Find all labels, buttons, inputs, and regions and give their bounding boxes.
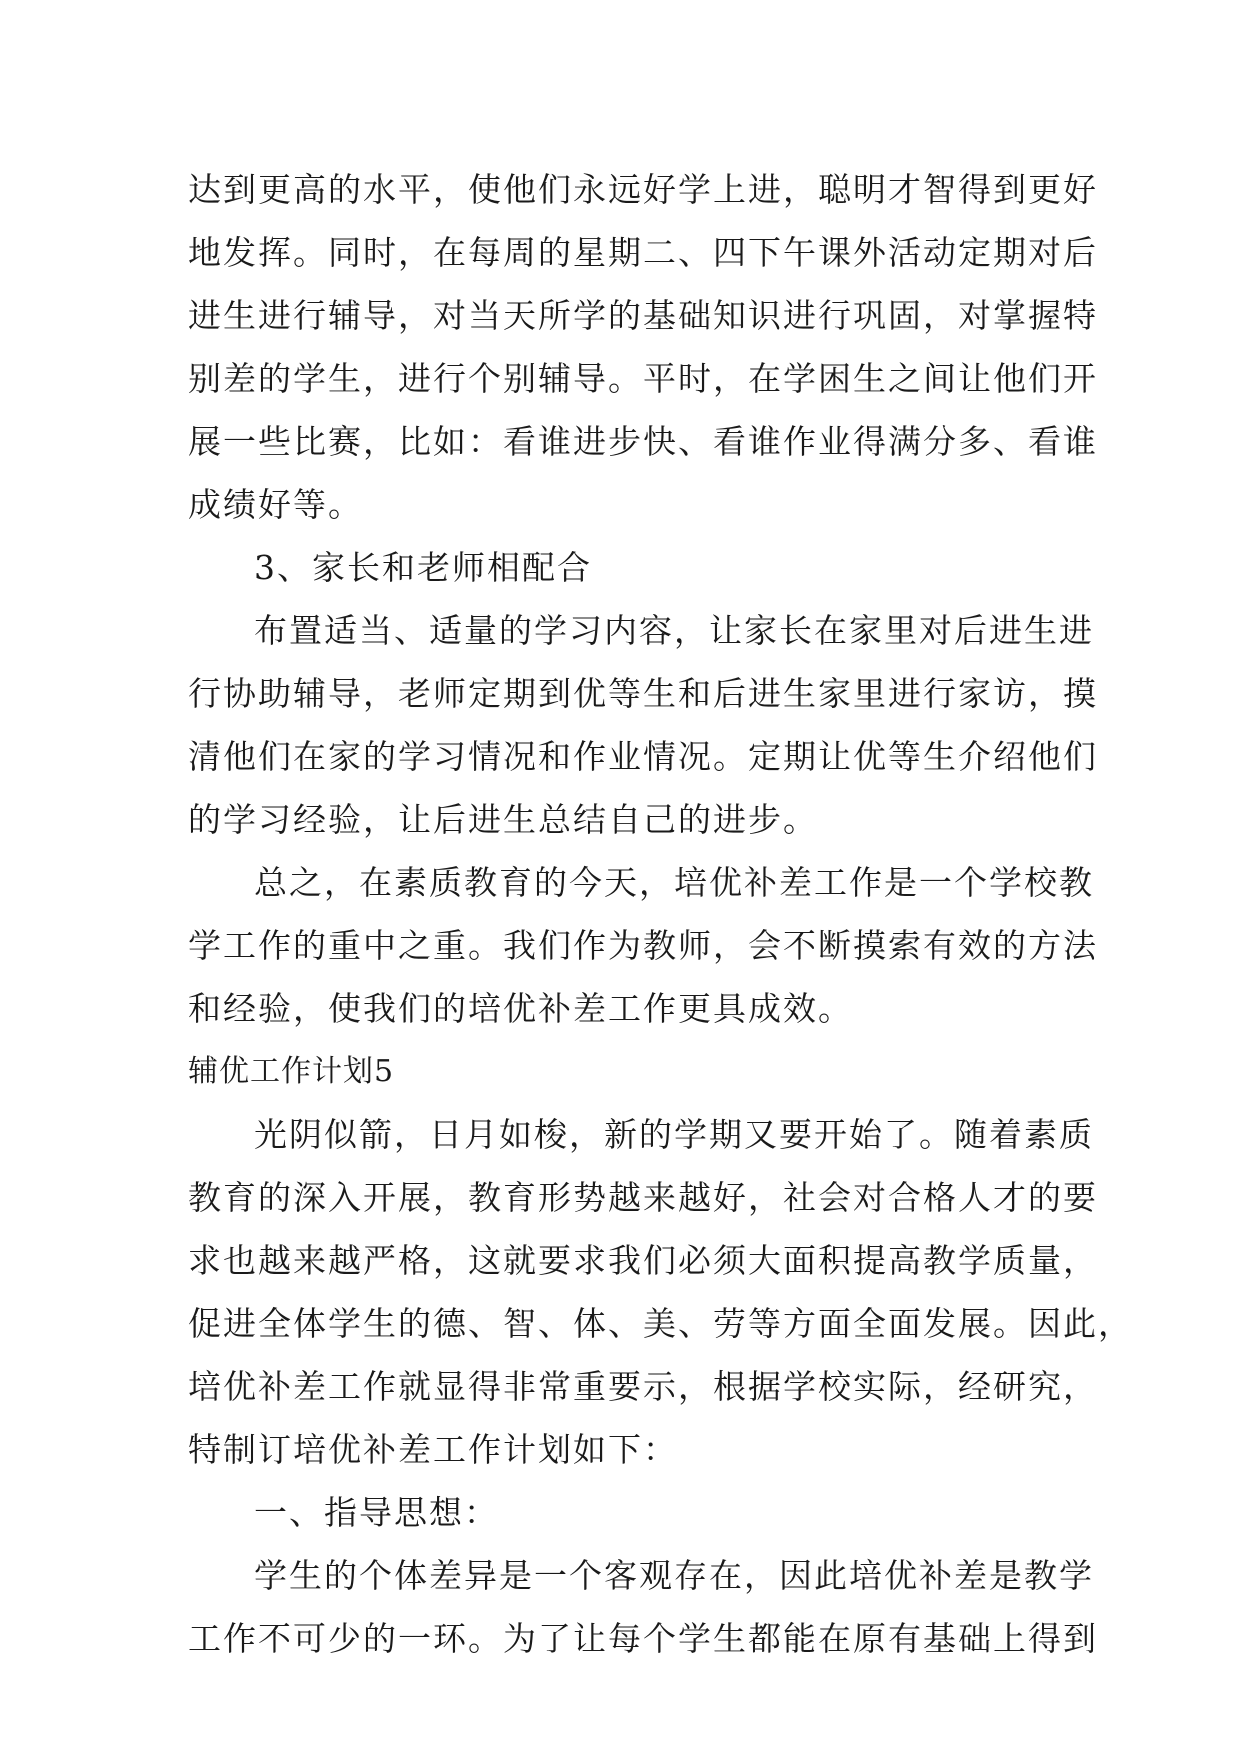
text-line: 的学习经验，让后进生总结自己的进步。	[188, 800, 818, 839]
text-line: 促进全体学生的德、智、体、美、劳等方面全面发展。因此，	[188, 1304, 1133, 1343]
text-line: 工作不可少的一环。为了让每个学生都能在原有基础上得到	[188, 1619, 1098, 1658]
text-line: 和经验，使我们的培优补差工作更具成效。	[188, 989, 853, 1028]
text-line: 清他们在家的学习情况和作业情况。定期让优等生介绍他们	[188, 737, 1098, 776]
section-heading: 辅优工作计划5	[188, 1054, 395, 1089]
section-subheading: 一、指导思想：	[254, 1493, 499, 1532]
text-line: 光阴似箭，日月如梭，新的学期又要开始了。随着素质	[254, 1115, 1094, 1154]
text-line: 学生的个体差异是一个客观存在，因此培优补差是教学	[254, 1556, 1094, 1595]
text-line: 别差的学生，进行个别辅导。平时，在学困生之间让他们开	[188, 359, 1098, 398]
text-line: 地发挥。同时，在每周的星期二、四下午课外活动定期对后	[188, 233, 1098, 272]
text-line: 成绩好等。	[188, 485, 363, 524]
section-subheading: 3、家长和老师相配合	[254, 548, 592, 587]
text-line: 学工作的重中之重。我们作为教师，会不断摸索有效的方法	[188, 926, 1098, 965]
text-line: 特制订培优补差工作计划如下：	[188, 1430, 678, 1469]
text-line: 行协助辅导，老师定期到优等生和后进生家里进行家访，摸	[188, 674, 1098, 713]
document-body	[188, 158, 1133, 1670]
text-line: 培优补差工作就显得非常重要示，根据学校实际，经研究，	[188, 1367, 1098, 1406]
text-line: 求也越来越严格，这就要求我们必须大面积提高教学质量，	[188, 1241, 1098, 1280]
text-line: 总之，在素质教育的今天，培优补差工作是一个学校教	[254, 863, 1094, 902]
text-line: 展一些比赛，比如：看谁进步快、看谁作业得满分多、看谁	[188, 422, 1098, 461]
text-line: 进生进行辅导，对当天所学的基础知识进行巩固，对掌握特	[188, 296, 1098, 335]
text-line: 布置适当、适量的学习内容，让家长在家里对后进生进	[254, 611, 1094, 650]
text-line: 达到更高的水平，使他们永远好学上进，聪明才智得到更好	[188, 170, 1098, 209]
text-line: 教育的深入开展，教育形势越来越好，社会对合格人才的要	[188, 1178, 1098, 1217]
